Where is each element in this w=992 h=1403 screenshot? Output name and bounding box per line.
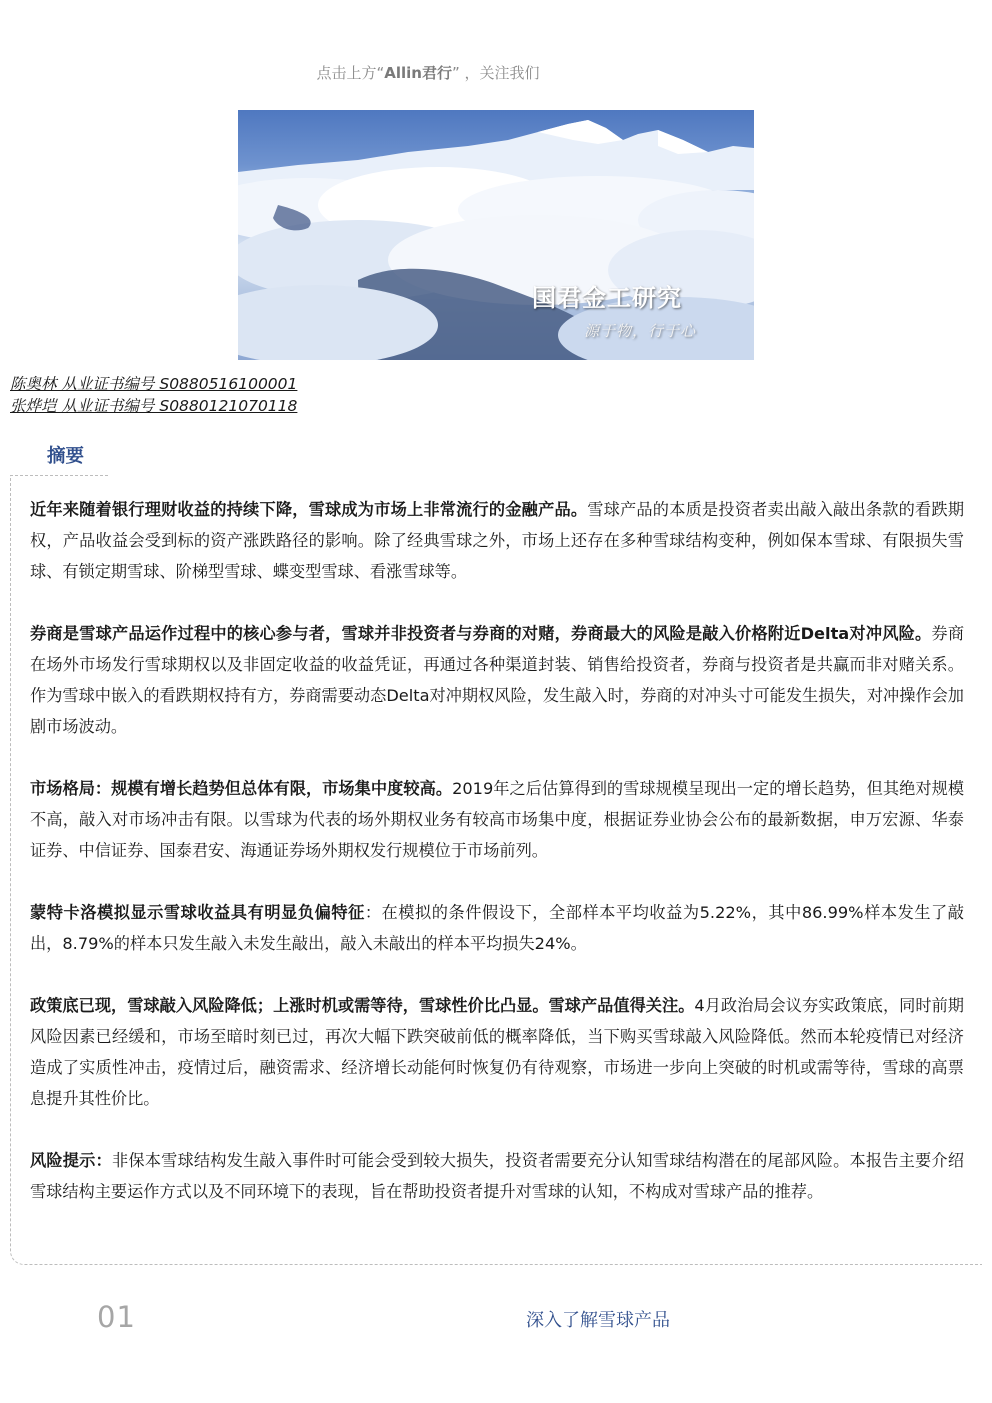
paragraph-lead: 蒙特卡洛模拟显示雪球收益具有明显负偏特征 xyxy=(30,903,365,922)
abstract-paragraph xyxy=(30,990,964,1114)
abstract-heading: 摘要 xyxy=(47,446,85,467)
paragraph-text: 4月政治局会议夯实政策底，同时前期风险因素已经缓和，市场至暗时刻已过，再次大幅下跌突破前低的概率降低，当下购买雪球敲入风险降低。然而本轮疫情已对经济造成了实质性冲击，疫情过后，融资需求、经济增长动能何时恢复仍有待观察，市场进一步向上突破的时机或需等待，雪球的高票息提升其性价比。 xyxy=(30,996,964,1108)
abstract-paragraph xyxy=(30,1145,964,1207)
abstract-paragraph xyxy=(30,773,964,866)
paragraph-text: 券商在场外市场发行雪球期权以及非固定收益的收益凭证，再通过各种渠道封装、销售给投资者，券商与投资者是共赢而非对赌关系。作为雪球中嵌入的看跌期权持有方，券商需要动态Delta对冲期权风险，发生敲入时，券商的对冲头寸可能发生损失，对冲操作会加剧市场波动。 xyxy=(30,624,965,736)
abstract-paragraph xyxy=(30,897,964,959)
banner-title: 国君金工研究 xyxy=(532,283,682,312)
banner-subtitle: 源于物，行于心 xyxy=(584,322,697,340)
abstract-paragraph xyxy=(30,618,964,742)
paragraph-lead: 风险提示： xyxy=(30,1151,112,1170)
paragraph-lead: 近年来随着银行理财收益的持续下降，雪球成为市场上非常流行的金融产品。 xyxy=(30,500,588,519)
paragraph-text: 雪球产品的本质是投资者卖出敲入敲出条款的看跌期权，产品收益会受到标的资产涨跌路径的影响。除了经典雪球之外，市场上还存在多种雪球结构变种，例如保本雪球、有限损失雪球、有锁定期雪球、阶梯型雪球、蝶变型雪球、看涨雪球等。 xyxy=(30,500,965,581)
paragraph-text: 2019年之后估算得到的雪球规模呈现出一定的增长趋势，但其绝对规模不高，敲入对市场冲击有限。以雪球为代表的场外期权业务有较高市场集中度，根据证券业协会公布的最新数据，申万宏源、华泰证券、中信证券、国泰君安、海通证券场外期权发行规模位于市场前列。 xyxy=(30,779,965,860)
paragraph-text: 非保本雪球结构发生敲入事件时可能会受到较大损失，投资者需要充分认知雪球结构潜在的尾部风险。本报告主要介绍雪球结构主要运作方式以及不同环境下的表现，旨在帮助投资者提升对雪球的认知，不构成对雪球产品的推荐。 xyxy=(30,1151,965,1201)
follow-brand-link[interactable]: Allin君行 xyxy=(384,64,452,82)
section-title: 深入了解雪球产品 xyxy=(526,1310,670,1331)
abstract-body xyxy=(30,494,964,1238)
follow-prefix: 点击上方“ xyxy=(316,64,385,82)
paragraph-lead: 政策底已现，雪球敲入风险降低；上涨时机或需等待，雪球性价比凸显。雪球产品值得关注。 xyxy=(30,996,695,1015)
follow-prompt xyxy=(0,62,856,83)
author-link[interactable]: 张烨垲 从业证书编号 S0880121070118 xyxy=(10,397,298,415)
abstract-paragraph xyxy=(30,494,964,587)
paragraph-lead: 券商是雪球产品运作过程中的核心参与者，雪球并非投资者与券商的对赌，券商最大的风险是敲入价格附近Delta对冲风险。 xyxy=(30,624,932,643)
paragraph-lead: 市场格局：规模有增长趋势但总体有限，市场集中度较高。 xyxy=(30,779,453,798)
section-number: 01 xyxy=(97,1300,136,1334)
author-list xyxy=(10,373,297,417)
paragraph-text: ：在模拟的条件假设下，全部样本平均收益为5.22%，其中86.99%样本发生了敲出，8.79%的样本只发生敲入未发生敲出，敲入未敲出的样本平均损失24%。 xyxy=(30,903,964,953)
author-link[interactable]: 陈奥林 从业证书编号 S0880516100001 xyxy=(10,375,298,393)
banner-image xyxy=(238,110,754,360)
follow-suffix: ” ，关注我们 xyxy=(451,64,540,82)
